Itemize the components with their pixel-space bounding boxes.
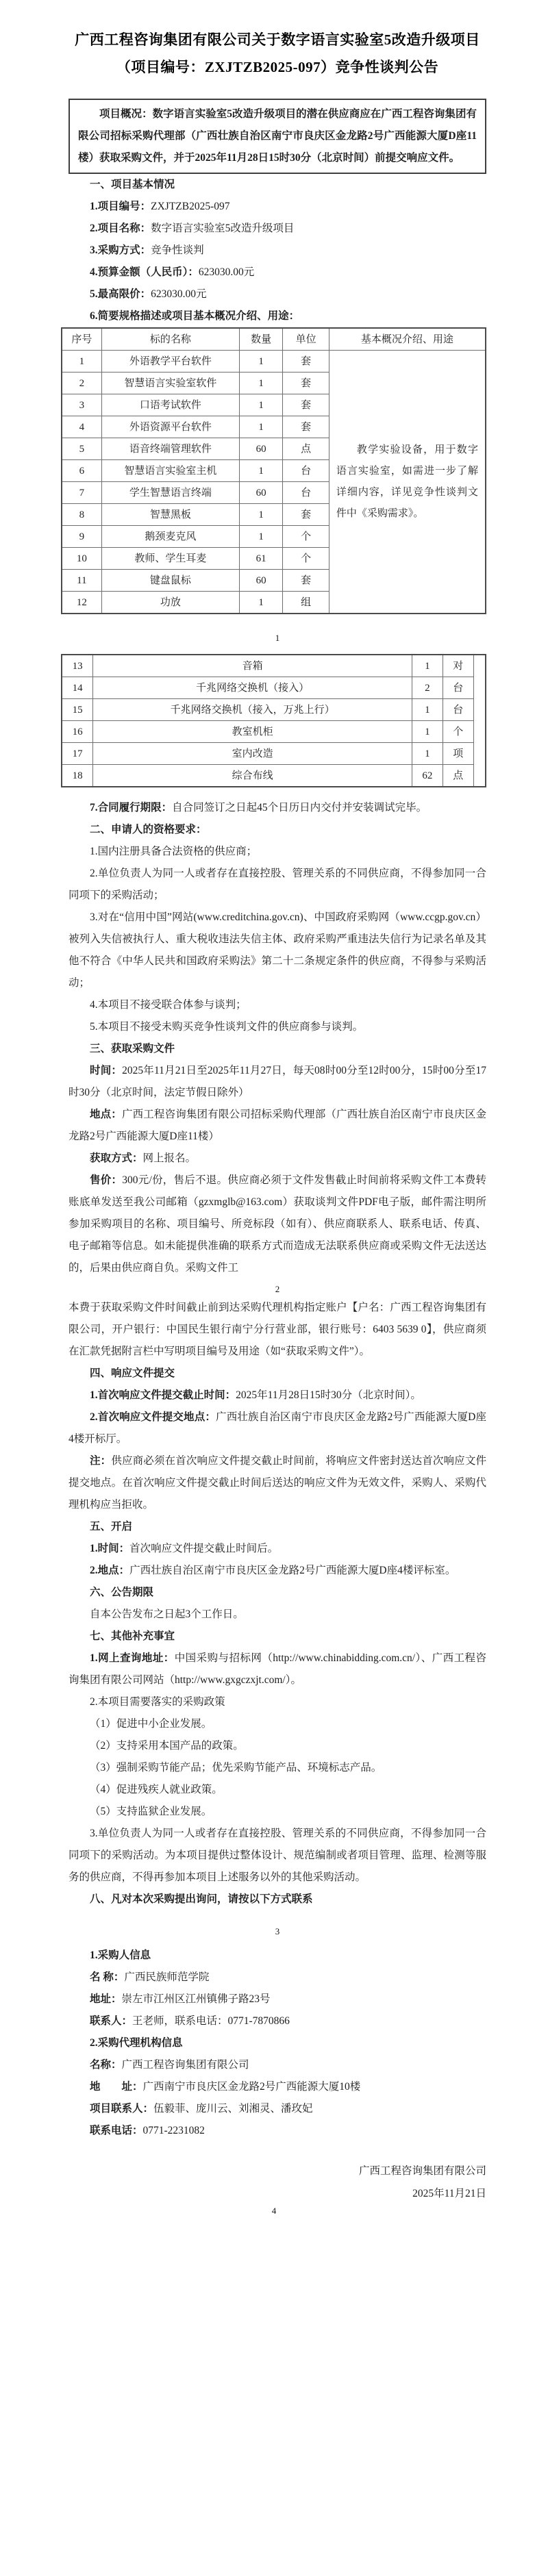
- header-no: 序号: [62, 328, 101, 351]
- table-row: [62, 677, 486, 699]
- table-cell: 组: [283, 592, 329, 614]
- table-description-text: 教学实验设备，用于数字语言实验室，如需进一步了解详细内容，详见竞争性谈判文件中《采购需求》。: [336, 444, 478, 519]
- field-label: 地点：: [90, 1109, 122, 1120]
- document-title-line1: 广西工程咨询集团有限公司关于数字语言实验室5改造升级项目: [75, 31, 480, 48]
- section-heading: 三、获取采购文件: [90, 1043, 175, 1055]
- table-cell: 60: [239, 570, 283, 592]
- paragraph: [68, 305, 486, 327]
- table-cell: 项: [443, 743, 473, 765]
- paragraph: 联系电话：0771-2231082: [90, 2125, 205, 2136]
- table-cell: 4: [62, 416, 101, 438]
- table-cell: 室内改造: [93, 743, 412, 765]
- section-heading: 2.采购代理机构信息: [90, 2037, 183, 2049]
- section-basic-info: [68, 174, 486, 327]
- table-row: [62, 655, 486, 677]
- field-label: 注：: [90, 1455, 112, 1467]
- table-cell: 16: [62, 721, 93, 743]
- section-heading: 六、公告期限: [90, 1587, 154, 1598]
- paragraph: 2.首次响应文件提交地点：广西壮族自治区南宁市良庆区金龙路2号广西能源大厦D座4楼开标厅。: [68, 1411, 486, 1445]
- table-cell: 套: [283, 416, 329, 438]
- table-cell: 1: [239, 504, 283, 526]
- paragraph: 1.项目编号：ZXJTZB2025-097: [90, 201, 230, 212]
- field-label: 2.地点：: [90, 1565, 130, 1576]
- field-label: 售价：: [90, 1174, 123, 1186]
- table-cell: 口语考试软件: [101, 394, 239, 416]
- table-cell: 12: [62, 592, 101, 614]
- signature-date: 2025年11月21日: [412, 2188, 486, 2199]
- table-cell: 套: [283, 372, 329, 394]
- project-overview-box: [68, 99, 486, 174]
- table-cell: 台: [283, 482, 329, 504]
- paragraph: （5）支持监狱企业发展。: [90, 1806, 212, 1817]
- table-header-row: [62, 328, 486, 351]
- table-cell: 台: [283, 460, 329, 482]
- table-cell: 2: [62, 372, 101, 394]
- table-cell: 1: [412, 743, 443, 765]
- table-cell: 60: [239, 482, 283, 504]
- table-cell: 智慧黑板: [101, 504, 239, 526]
- paragraph: （4）促进残疾人就业政策。: [90, 1784, 223, 1795]
- items-table-page2: [61, 654, 486, 787]
- paragraph: 2.单位负责人为同一人或者存在直接控股、管理关系的不同供应商，不得参加同一合同项下的采购活动；: [68, 868, 486, 901]
- table-cell: 5: [62, 438, 101, 460]
- table-cell: 智慧语言实验室软件: [101, 372, 239, 394]
- table-cell: 18: [62, 765, 93, 787]
- paragraph: 自本公告发布之日起3个工作日。: [90, 1608, 244, 1620]
- field-label: 1.项目编号：: [90, 201, 151, 212]
- paragraph: 4.本项目不接受联合体参与谈判；: [90, 999, 247, 1011]
- paragraph: 地点：广西工程咨询集团有限公司招标采购代理部（广西壮族自治区南宁市良庆区金龙路2号广西能源大厦D座11楼）: [68, 1109, 486, 1142]
- table-cell: 61: [239, 548, 283, 570]
- paragraph: 注：供应商必须在首次响应文件提交截止时间前，将响应文件密封送达首次响应文件提交地点。在首次响应文件提交截止时间后送达的响应文件为无效文件，采购人、采购代理机构应当拒收。: [68, 1455, 486, 1511]
- paragraph: 联系人：王老师，联系电话：0771-7870866: [90, 2015, 290, 2027]
- paragraph: 1.网上查询地址：中国采购与招标网（http://www.chinabidding.com.cn/）、广西工程咨询集团有限公司网站（http://www.gxgczxjt.com/）。: [68, 1652, 486, 1686]
- table-cell: 8: [62, 504, 101, 526]
- table-cell: 教室机柜: [93, 721, 412, 743]
- table-cell: 13: [62, 655, 93, 677]
- section-submission-and-policies: [68, 1297, 486, 1910]
- table-cell: 千兆网络交换机（接入）: [93, 677, 412, 699]
- table-cell: 功放: [101, 592, 239, 614]
- field-label: 项目联系人：: [90, 2103, 154, 2114]
- paragraph: 本费于获取采购文件时间截止前到达采购代理机构指定账户【户名：广西工程咨询集团有限公司，开户银行：中国民生银行南宁分行营业部，银行账号：6403 5639 0】，供应商须在汇款凭据附言栏中写明项目编号及用途（如“获取采购文件”）。: [68, 1302, 486, 1357]
- field-label: 联系人：: [90, 2015, 133, 2027]
- field-label: 1.首次响应文件提交截止时间：: [90, 1389, 236, 1401]
- header-unit: 单位: [283, 328, 329, 351]
- table-row: [62, 765, 486, 787]
- table-cell: 教师、学生耳麦: [101, 548, 239, 570]
- header-name: 标的名称: [101, 328, 239, 351]
- table-cell: 外语资源平台软件: [101, 416, 239, 438]
- paragraph: 5.最高限价：623030.00元: [90, 288, 207, 300]
- field-label: 名 称：: [90, 1971, 125, 1983]
- table-description-cell: [329, 351, 486, 614]
- table-cell: 1: [412, 699, 443, 721]
- section-heading: 四、响应文件提交: [90, 1367, 175, 1379]
- paragraph: （1）促进中小企业发展。: [90, 1718, 212, 1730]
- paragraph: 3.对在“信用中国”网站(www.creditchina.gov.cn)、中国政府采购网（www.ccgp.gov.cn）被列入失信被执行人、重大税收违法失信主体、政府采购严重违法失信行为记录名单及其他不符合《中华人民共和国政府采购法》第二十二条规定条件的供应商，不得参与采购活动；: [68, 911, 486, 989]
- paragraph: 获取方式：网上报名。: [90, 1152, 197, 1164]
- table-cell: 7: [62, 482, 101, 504]
- section-requirements-and-documents: [68, 797, 486, 1279]
- table-cell: 2: [412, 677, 443, 699]
- paragraph: 时间：2025年11月21日至2025年11月27日，每天08时00分至12时00分，15时00分至17时30分（北京时间，法定节假日除外）: [68, 1065, 486, 1098]
- paragraph: 项目联系人：伍毅菲、庞川云、刘湘灵、潘玫妃: [90, 2103, 313, 2114]
- table-cell: 对: [443, 655, 473, 677]
- paragraph: 1.时间：首次响应文件提交截止时间后。: [90, 1543, 279, 1554]
- field-label: 联系电话：: [90, 2125, 143, 2136]
- page-number-2: 2: [275, 1284, 280, 1294]
- header-qty: 数量: [239, 328, 283, 351]
- table-cell: 3: [62, 394, 101, 416]
- paragraph: 4.预算金额（人民币）：623030.00元: [90, 266, 255, 278]
- paragraph: 2.本项目需要落实的采购政策: [90, 1696, 225, 1708]
- page-number-3: 3: [275, 1926, 280, 1936]
- overview-label: 项目概况：: [99, 108, 153, 120]
- table-cell: 语音终端管理软件: [101, 438, 239, 460]
- table-cell: 15: [62, 699, 93, 721]
- table-cell: 62: [412, 765, 443, 787]
- paragraph: 2.地点：广西壮族自治区南宁市良庆区金龙路2号广西能源大厦D座4楼评标室。: [90, 1565, 456, 1576]
- signature-org: 广西工程咨询集团有限公司: [358, 2165, 486, 2177]
- paragraph: 2.项目名称：数字语言实验室5改造升级项目: [90, 223, 295, 234]
- table-cell: 11: [62, 570, 101, 592]
- paragraph: 1.国内注册具备合法资格的供应商；: [90, 846, 258, 857]
- paragraph: （3）强制采购节能产品；优先采购节能产品、环境标志产品。: [90, 1762, 382, 1773]
- paragraph: 地 址：广西南宁市良庆区金龙路2号广西能源大厦10楼: [90, 2081, 361, 2093]
- field-label: 1.时间：: [90, 1543, 130, 1554]
- table-cell: 14: [62, 677, 93, 699]
- field-label: 2.项目名称：: [90, 223, 151, 234]
- table-cell: 音箱: [93, 655, 412, 677]
- table-cell: 套: [283, 504, 329, 526]
- table-cell: 10: [62, 548, 101, 570]
- table-cell: 台: [443, 699, 473, 721]
- table-cell: 鹅颈麦克风: [101, 526, 239, 548]
- paragraph: 名 称：广西民族师范学院: [90, 1971, 210, 1983]
- table-cell: 台: [443, 677, 473, 699]
- table-cell: 1: [239, 372, 283, 394]
- table-cell: 1: [239, 526, 283, 548]
- section-heading: 八、凡对本次采购提出询问，请按以下方式联系: [90, 1893, 313, 1905]
- table-cell: 智慧语言实验室主机: [101, 460, 239, 482]
- paragraph: 5.本项目不接受未购买竞争性谈判文件的供应商参与谈判。: [90, 1021, 364, 1033]
- table-cell: 个: [283, 548, 329, 570]
- table-cell: 1: [239, 416, 283, 438]
- table-cell: 套: [283, 351, 329, 372]
- signature-block: [68, 2160, 486, 2205]
- table-cell: 千兆网络交换机（接入，万兆上行）: [93, 699, 412, 721]
- items-table-page1: [61, 327, 486, 614]
- section-contact-info: [68, 1945, 486, 2142]
- table-cell: 9: [62, 526, 101, 548]
- paragraph: （2）支持采用本国产品的政策。: [90, 1740, 244, 1752]
- table-cell: 6: [62, 460, 101, 482]
- paragraph: 售价：300元/份，售后不退。供应商必须于文件发售截止时间前将采购文件工本费转账底单发送至我公司邮箱（gzxmglb@163.com）获取谈判文件PDF电子版，邮件需注明所参加采购项目的名称、项目编号、所竞标段（如有）、供应商联系人、联系电话、传真、电子邮箱等信息。如未能提供准确的联系方式而造成无法联系供应商或采购文件无法送达的，后果由供应商自负。采购文件工: [68, 1174, 486, 1274]
- table-cell: 1: [412, 655, 443, 677]
- section-heading: 一、项目基本情况: [90, 179, 175, 190]
- table-cell: 个: [283, 526, 329, 548]
- table-cell: 套: [283, 394, 329, 416]
- table-cell: 1: [239, 394, 283, 416]
- section-heading: 1.采购人信息: [90, 1949, 151, 1961]
- table-cell: 综合布线: [93, 765, 412, 787]
- field-label: 5.最高限价：: [90, 288, 151, 300]
- field-label: 时间：: [90, 1065, 123, 1076]
- table-row: [62, 351, 486, 372]
- field-label: 6.简要规格描述或项目基本概况介绍、用途：: [90, 310, 300, 322]
- table-cell: 1: [62, 351, 101, 372]
- table-cell: 学生智慧语言终端: [101, 482, 239, 504]
- field-label: 1.网上查询地址：: [90, 1652, 175, 1664]
- table-cell: 1: [239, 592, 283, 614]
- field-label: 地址：: [90, 1993, 122, 2005]
- field-label: 名称：: [90, 2059, 122, 2071]
- table-cell: 点: [443, 765, 473, 787]
- section-heading: 七、其他补充事宜: [90, 1630, 175, 1642]
- section-heading: 五、开启: [90, 1521, 133, 1532]
- table-cell: 套: [283, 570, 329, 592]
- table-cell: 1: [412, 721, 443, 743]
- header-desc: 基本概况介绍、用途: [329, 328, 486, 351]
- paragraph: 7.合同履行期限：自合同签订之日起45个日历日内交付并安装调试完毕。: [90, 802, 427, 813]
- table-cell: 键盘鼠标: [101, 570, 239, 592]
- field-label: 地 址：: [90, 2081, 143, 2093]
- overview-body: 数字语言实验室5改造升级项目的潜在供应商应在广西工程咨询集团有限公司招标采购代理部（广西壮族自治区南宁市良庆区金龙路2号广西能源大厦D座11楼）获取采购文件，并于2025年11月28日15时30分（北京时间）前提交响应文件。: [78, 108, 477, 164]
- field-label: 2.首次响应文件提交地点：: [90, 1411, 216, 1423]
- table-cell: 点: [283, 438, 329, 460]
- table-cell: 1: [239, 460, 283, 482]
- table-cell: 1: [239, 351, 283, 372]
- page-number-4: 4: [271, 2206, 277, 2216]
- page-number-1: 1: [275, 633, 280, 643]
- table-cell: 个: [443, 721, 473, 743]
- field-label: 获取方式：: [90, 1152, 143, 1164]
- project-overview-text: [78, 103, 477, 169]
- table-cell: 60: [239, 438, 283, 460]
- paragraph: 1.首次响应文件提交截止时间：2025年11月28日15时30分（北京时间）。: [90, 1389, 421, 1401]
- table-description-cell: [473, 655, 486, 787]
- table-row: [62, 721, 486, 743]
- document-title: [68, 26, 486, 81]
- paragraph: 3.单位负责人为同一人或者存在直接控股、管理关系的不同供应商，不得参加同一合同项下的采购活动。为本项目提供过整体设计、规范编制或者项目管理、监理、检测等服务的供应商，不得再参加本项目上述服务以外的其他采购活动。: [68, 1828, 486, 1883]
- field-label: 3.采购方式：: [90, 244, 151, 256]
- paragraph: 名称：广西工程咨询集团有限公司: [90, 2059, 249, 2071]
- section-heading: 二、申请人的资格要求：: [90, 824, 207, 835]
- paragraph: 3.采购方式：竞争性谈判: [90, 244, 204, 256]
- field-label: 7.合同履行期限：: [90, 802, 173, 813]
- document-title-line2: （项目编号：ZXJTZB2025-097）竞争性谈判公告: [116, 59, 439, 75]
- paragraph: 地址：崇左市江州区江州镇佛子路23号: [90, 1993, 271, 2005]
- table-cell: 外语教学平台软件: [101, 351, 239, 372]
- table-cell: 17: [62, 743, 93, 765]
- table-row: [62, 699, 486, 721]
- table-row: [62, 743, 486, 765]
- field-label: 4.预算金额（人民币）：: [90, 266, 199, 278]
